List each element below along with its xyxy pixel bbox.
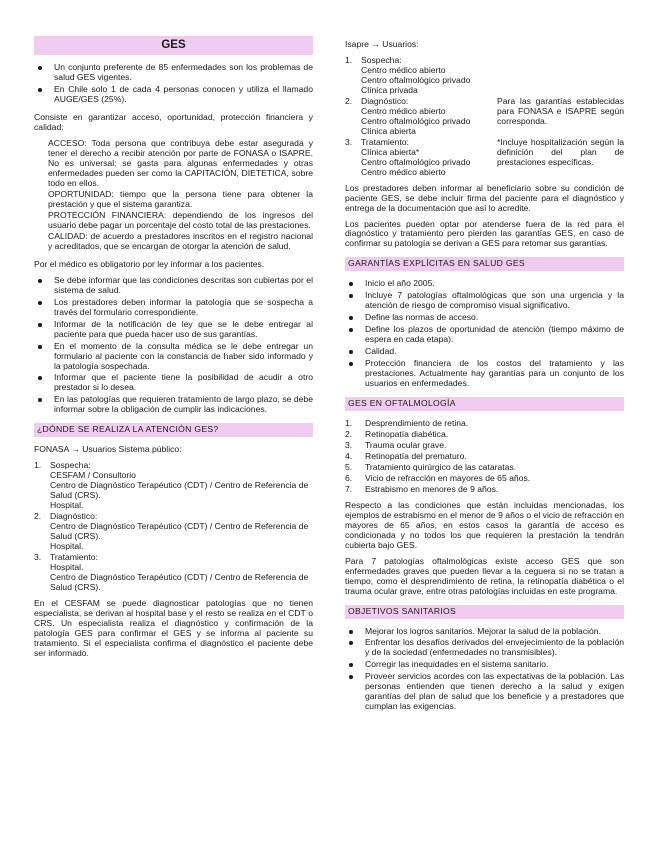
paragraph: Los prestadores deben informar al beneficiario sobre su condición de paciente GES, se debe incluir firma del paciente para el diagnóstico y entrega de la documentación que así lo acredite. bbox=[345, 182, 624, 213]
definition-acceso: ACCESO: Toda persona que contribuya debe estar asegurada y tener el derecho a recibir atención por parte de FONASA o ISAPRE. No es universal: se gasta para algunas enfermedades y otras enfermedades pueden ser como la CAPITACIÓN, DIETETICA, sobre todo en ellos. bbox=[48, 138, 313, 189]
isapre-list bbox=[345, 56, 624, 178]
list-item: 6. Vicio de refracción en mayores de 65 años. bbox=[345, 472, 531, 483]
list-item: Proveer servicios acordes con las expectativas de la población. Las personas entienden que tienen derecho a la salud y exigen garantías del plan de salud que los beneficie y a prestadores que cumplan las exigencias. bbox=[345, 672, 624, 712]
list-item: Se debe informar que las condiciones descritas son cubiertas por el sistema de salud. bbox=[34, 276, 313, 296]
list-item: Mejorar los logros sanitarios. Mejorar la salud de la población. bbox=[345, 627, 624, 637]
fonasa-step: 1. Sospecha: CESFAM / Consultorio Centro de Diagnóstico Terapéutico (CDT) / Centro de Referencia de Salud (CRS). Hospital. bbox=[34, 460, 309, 511]
list-item: Informar de la notificación de ley que se le debe entregar al paciente para que pueda hacer uso de sus garantías. bbox=[34, 320, 313, 340]
section-header-objetivos: OBJETIVOS SANITARIOS bbox=[345, 605, 624, 619]
list-item: Enfrentar los desafíos derivados del envejecimiento de la población y de la sociedad (enfermedades no transmisibles). bbox=[345, 638, 624, 658]
isapre-step: 1. Sospecha: Centro médico abierto Centro oftalmológico privado Clínica privada bbox=[345, 54, 471, 95]
list-item: En el momento de la consulta médica se le debe entregar un formulario al paciente con la constancia de haber sido informado y la patología sospechada. bbox=[34, 342, 313, 372]
list-item: Protección financiera de los costos del tratamiento y las prestaciones. Actualmente hay garantías para un conjunto de los usuarios en enfermedades. bbox=[345, 359, 624, 389]
list-item: 7. Estrabismo en menores de 9 años. bbox=[345, 483, 499, 494]
isapre-step: 3. Tratamiento: Clínica abierta* Centro oftalmológico privado Centro médico abierto *Incluye hospitalización según la definición del plan de prestaciones específicas. bbox=[345, 136, 624, 177]
paragraph: Respecto a las condiciones que están incluidas mencionadas, los ejemplos de estrabismo en el menor de 9 años o el vicio de refracción en mayores de 65 años, en estos casos la garantía de acceso es condicionada y no todos los que requieren la prestación la tendrán cubierta bajo GES. bbox=[345, 499, 624, 550]
list-item: 1. Desprendimiento de retina. bbox=[345, 418, 469, 429]
consiste-text: Consiste en garantizar acceso, oportunidad, protección financiera y calidad: bbox=[34, 112, 313, 133]
definition-oportunidad: OPORTUNIDAD: tiempo que la persona tiene para obtener la prestación y que el sistema garantiza. bbox=[48, 188, 313, 209]
isapre-text: Isapre → Usuarios: bbox=[345, 39, 419, 49]
list-item: En Chile solo 1 de cada 4 personas conocen y utiliza el llamado AUGE/GES (25%). bbox=[34, 85, 313, 105]
medico-list bbox=[34, 276, 313, 416]
garantias-list bbox=[345, 279, 624, 389]
intro-list bbox=[34, 63, 313, 105]
list-item: En las patologías que requieren tratamiento de largo plazo, se debe informar sobre la obligación de cumplir las indicaciones. bbox=[34, 395, 313, 415]
list-item: Los prestadores deben informar la patología que se sospecha a través del formulario correspondiente. bbox=[34, 298, 313, 318]
definition-proteccion: PROTECCIÓN FINANCIERA: dependiendo de los ingresos del usuario debe pagar un porcentaje del costo total de las prestaciones. bbox=[48, 209, 313, 230]
right-column bbox=[345, 40, 624, 714]
list-item: 4. Retinopatía del prematuro. bbox=[345, 450, 467, 461]
objetivos-list bbox=[345, 627, 624, 713]
oftalmologia-list bbox=[345, 419, 624, 495]
isapre-step: 2. Diagnóstico: Centro médico abierto Centro oftalmológico privado Clínica abierta Para las garantías establecidas para FONASA e ISAPRE según corresponda. bbox=[345, 95, 624, 136]
paragraph: Los pacientes pueden optar por atenderse fuera de la red para el diagnóstico y tratamiento pero pierden las garantías GES, en caso de confirmar su patología se derivan a GES para retomar sus garantías. bbox=[345, 218, 624, 249]
list-item: Inicio el año 2005. bbox=[345, 279, 624, 289]
page-title: GES bbox=[34, 36, 313, 55]
list-item: Corregir las inequidades en el sistema sanitario. bbox=[345, 660, 624, 670]
medico-text: Por el médico es obligatorio por ley informar a los pacientes. bbox=[34, 258, 265, 269]
fonasa-list bbox=[34, 461, 313, 593]
fonasa-step: 2. Diagnóstico: Centro de Diagnóstico Terapéutico (CDT) / Centro de Referencia de Salud (CRS). Hospital. bbox=[34, 511, 309, 552]
list-item: Incluye 7 patologías oftalmológicas que son una urgencia y la atención de riesgo de compromiso visual significativo. bbox=[345, 291, 624, 311]
bottom-text: En el CESFAM se puede diagnosticar patologías que no tienen especialista, se derivan al hospital base y el resto se realiza en el CDT o CRS. Un especialista realiza el diagnóstico y confirmación de la patología GES para confirmar el GES y se informa al paciente su tratamiento. Si el especialista confirma el diagnóstico el paciente debe ser informado. bbox=[34, 597, 313, 658]
section-header-oftalmologia: GES EN OFTALMOLOGÍA bbox=[345, 397, 624, 411]
list-item: Define las normas de acceso. bbox=[345, 313, 624, 323]
paragraph: Para 7 patologías oftalmológicas existe acceso GES que son enfermedades graves que pueden llevar a la ceguera si no se tratan a tiempo, como el desprendimiento de retina, la retinopatía diabética o el trauma ocular grave, entre otras patologías incluidas en este programa. bbox=[345, 555, 624, 596]
list-item: 5. Tratamiento quirúrgico de las cataratas. bbox=[345, 461, 517, 472]
fonasa-step: 3. Tratamiento: Hospital. Centro de Diagnóstico Terapéutico (CDT) / Centro de Referencia de Salud (CRS). bbox=[34, 552, 309, 592]
list-item: Define los plazos de oportunidad de atención (tiempo máximo de espera en cada etapa). bbox=[345, 325, 624, 345]
list-item: Un conjunto preferente de 85 enfermedades son los problemas de salud GES vigentes. bbox=[34, 63, 313, 83]
fonasa-text: FONASA → Usuarios Sistema público: bbox=[34, 444, 182, 455]
left-column bbox=[34, 36, 313, 665]
list-item: Calidad. bbox=[345, 347, 624, 357]
definitions bbox=[34, 139, 313, 252]
section-header-donde: ¿DÓNDE SE REALIZA LA ATENCIÓN GES? bbox=[34, 423, 313, 437]
list-item: Informar que el paciente tiene la posibilidad de acudir a otro prestador si lo desea. bbox=[34, 373, 313, 393]
definition-calidad: CALIDAD: de acuerdo a prestadores inscritos en el registro nacional y acreditados, que se encargan de otorgar la atención de salud. bbox=[48, 230, 313, 251]
list-item: 2. Retinopatía diabética. bbox=[345, 429, 449, 439]
list-item: 3. Trauma ocular grave. bbox=[345, 439, 447, 450]
section-header-garantias: GARANTÍAS EXPLÍCITAS EN SALUD GES bbox=[345, 257, 624, 271]
